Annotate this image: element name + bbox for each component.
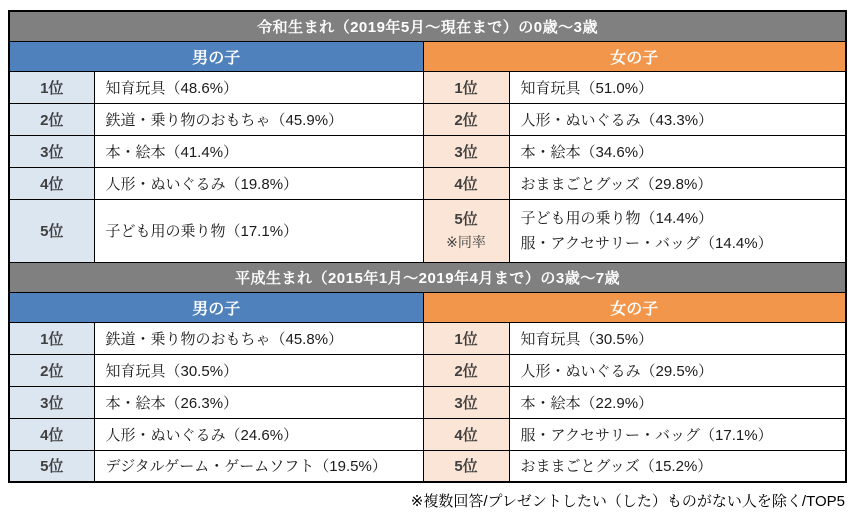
footnote: ※複数回答/プレゼントしたい（した）ものがない人を除く/TOP5 (410, 493, 845, 510)
boys-rank-cell: 4位 (9, 418, 94, 450)
girls-rank-cell (423, 199, 509, 262)
boys-rank-cell: 3位 (9, 135, 94, 167)
table-row (9, 354, 846, 386)
girls-rank-cell: 5位 (423, 450, 509, 482)
boys-item-cell: 人形・ぬいぐるみ（19.8%） (94, 167, 423, 199)
girls-item-cell: 知育玩具（51.0%） (509, 71, 846, 103)
girls-item-cell: おままごとグッズ（15.2%） (509, 450, 846, 482)
boys-rank-cell: 3位 (9, 386, 94, 418)
table-row (9, 322, 846, 354)
girls-rank-cell: 4位 (423, 418, 509, 450)
boys-rank-cell: 1位 (9, 322, 94, 354)
girls-rank-cell: 1位 (423, 322, 509, 354)
boys-item-cell: 子ども用の乗り物（17.1%） (94, 199, 423, 262)
gift-ranking-table (8, 10, 847, 483)
girls-rank-cell: 2位 (423, 354, 509, 386)
boys-rank-cell: 4位 (9, 167, 94, 199)
boys-item-cell: 鉄道・乗り物のおもちゃ（45.8%） (94, 322, 423, 354)
girls-item-cell: 人形・ぬいぐるみ（43.3%） (509, 103, 846, 135)
boys-rank-cell: 2位 (9, 354, 94, 386)
table-title-heisei: 平成生まれ（2015年1月〜2019年4月まで）の3歳〜7歳 (9, 262, 846, 292)
girls-item-cell (509, 199, 846, 262)
boys-header: 男の子 (9, 292, 423, 322)
boys-rank-cell: 1位 (9, 71, 94, 103)
boys-item-cell: デジタルゲーム・ゲームソフト（19.5%） (94, 450, 423, 482)
girls-item-cell: 服・アクセサリー・バッグ（17.1%） (509, 418, 846, 450)
girls-item-cell: 本・絵本（34.6%） (509, 135, 846, 167)
girls-item-line-2: 服・アクセサリー・バッグ（14.4%） (520, 234, 773, 252)
girls-header: 女の子 (423, 292, 846, 322)
table-row (9, 450, 846, 482)
table-row (9, 418, 846, 450)
girls-rank-label: 5位 (454, 210, 478, 228)
girls-rank-cell: 1位 (423, 71, 509, 103)
girls-item-line-1: 子ども用の乗り物（14.4%） (520, 209, 714, 227)
boys-header: 男の子 (9, 41, 423, 71)
boys-item-cell: 知育玩具（30.5%） (94, 354, 423, 386)
girls-rank-cell: 2位 (423, 103, 509, 135)
girls-rank-cell: 3位 (423, 386, 509, 418)
table-title-row (9, 262, 846, 292)
girls-item-cell: 本・絵本（22.9%） (509, 386, 846, 418)
boys-rank-cell: 5位 (9, 199, 94, 262)
table-title-reiwa: 令和生まれ（2019年5月〜現在まで）の0歳〜3歳 (9, 11, 846, 41)
girls-item-cell: 知育玩具（30.5%） (509, 322, 846, 354)
girls-header: 女の子 (423, 41, 846, 71)
table-row (9, 386, 846, 418)
girls-item-cell: おままごとグッズ（29.8%） (509, 167, 846, 199)
boys-item-cell: 鉄道・乗り物のおもちゃ（45.9%） (94, 103, 423, 135)
table-row (9, 103, 846, 135)
boys-rank-cell: 2位 (9, 103, 94, 135)
boys-item-cell: 人形・ぬいぐるみ（24.6%） (94, 418, 423, 450)
tie-note: ※同率 (446, 233, 486, 250)
boys-item-cell: 知育玩具（48.6%） (94, 71, 423, 103)
table-row (9, 71, 846, 103)
table-row (9, 167, 846, 199)
boys-item-cell: 本・絵本（26.3%） (94, 386, 423, 418)
gender-header-row (9, 292, 846, 322)
gender-header-row (9, 41, 846, 71)
table-title-row (9, 11, 846, 41)
girls-rank-cell: 4位 (423, 167, 509, 199)
boys-item-cell: 本・絵本（41.4%） (94, 135, 423, 167)
table-row (9, 135, 846, 167)
girls-rank-cell: 3位 (423, 135, 509, 167)
boys-rank-cell: 5位 (9, 450, 94, 482)
table-row-tie (9, 199, 846, 262)
girls-item-cell: 人形・ぬいぐるみ（29.5%） (509, 354, 846, 386)
